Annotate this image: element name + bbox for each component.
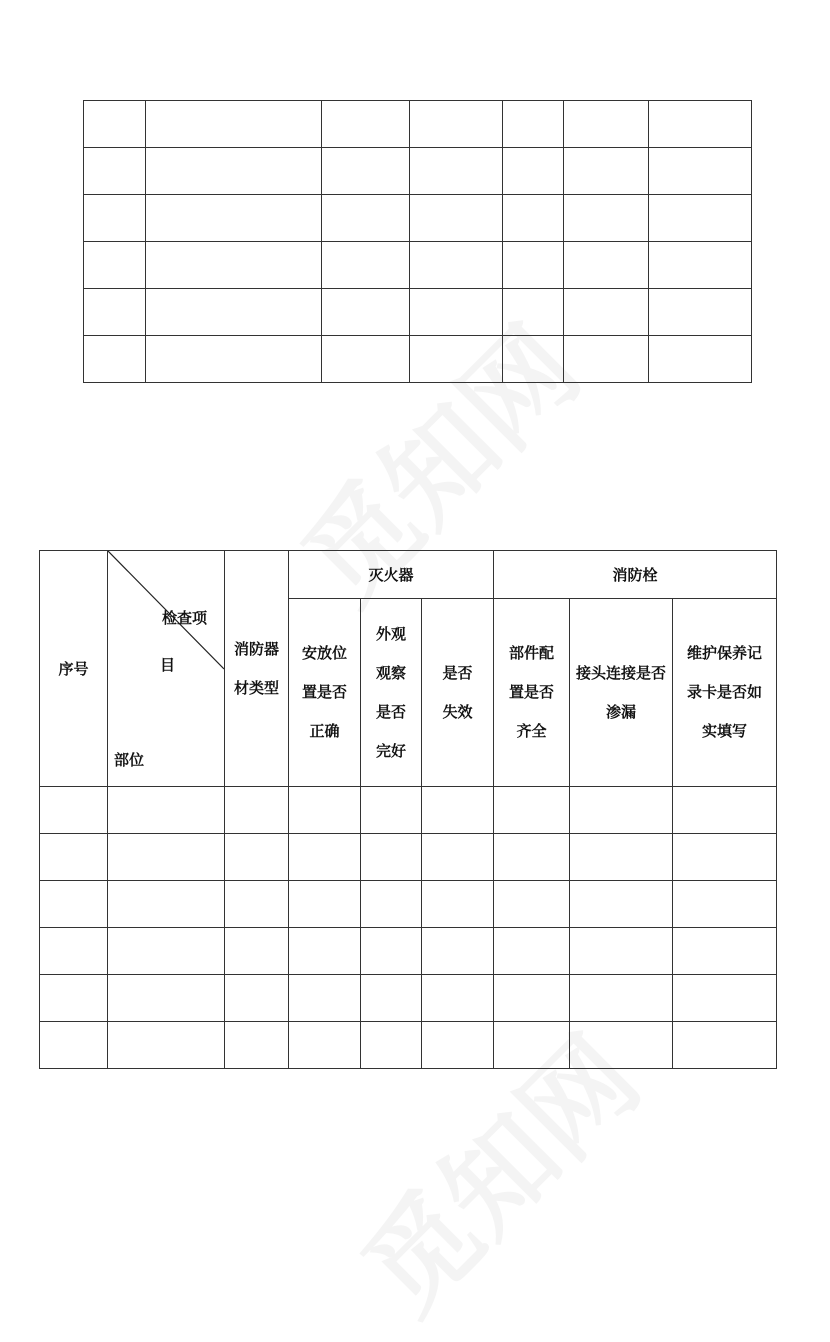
table-cell[interactable] <box>225 1022 289 1069</box>
table-cell[interactable] <box>422 787 494 834</box>
diag-label-check-item: 检查项 <box>162 609 208 627</box>
table-cell[interactable] <box>84 336 146 383</box>
table-row <box>84 101 752 148</box>
blank-table-top <box>83 100 752 383</box>
table-cell[interactable] <box>146 336 322 383</box>
table-cell[interactable] <box>410 101 503 148</box>
table-cell[interactable] <box>322 289 410 336</box>
table-cell[interactable] <box>649 242 752 289</box>
table-cell[interactable] <box>146 101 322 148</box>
table-cell[interactable] <box>40 1022 108 1069</box>
table-cell[interactable] <box>410 195 503 242</box>
table-row <box>84 148 752 195</box>
table-cell[interactable] <box>84 148 146 195</box>
table-cell[interactable] <box>673 787 777 834</box>
table-row <box>84 195 752 242</box>
table-cell[interactable] <box>322 336 410 383</box>
header-extinguisher: 灭火器 <box>289 551 494 599</box>
table-row <box>40 787 777 834</box>
table-cell[interactable] <box>570 928 673 975</box>
table-cell[interactable] <box>108 928 225 975</box>
table-cell[interactable] <box>289 881 361 928</box>
table-cell[interactable] <box>361 787 422 834</box>
table-cell[interactable] <box>649 195 752 242</box>
header-seq: 序号 <box>40 551 108 787</box>
table-cell[interactable] <box>570 1022 673 1069</box>
table-cell[interactable] <box>289 834 361 881</box>
table-row <box>84 242 752 289</box>
table-cell[interactable] <box>40 881 108 928</box>
table-cell[interactable] <box>322 242 410 289</box>
table-cell[interactable] <box>289 928 361 975</box>
table-cell[interactable] <box>108 787 225 834</box>
table-cell[interactable] <box>422 1022 494 1069</box>
table-cell[interactable] <box>503 289 564 336</box>
table-cell[interactable] <box>503 336 564 383</box>
header-ext-expired-text: 是否失效 <box>442 663 473 721</box>
table-cell[interactable] <box>289 975 361 1022</box>
header-hyd-record-text: 维护保养记录卡是否如实填写 <box>687 644 763 740</box>
table-cell[interactable] <box>40 975 108 1022</box>
table-cell[interactable] <box>108 881 225 928</box>
table-row <box>84 289 752 336</box>
header-ext-position <box>289 599 361 787</box>
header-equipment-type-text: 消防器材类型 <box>233 639 279 697</box>
table-cell[interactable] <box>494 787 570 834</box>
header-diagonal-cell <box>108 551 225 787</box>
table-cell[interactable] <box>361 975 422 1022</box>
header-ext-position-text: 安放位置是否正确 <box>301 644 347 740</box>
table-cell[interactable] <box>40 834 108 881</box>
header-hyd-record <box>673 599 777 787</box>
table-cell[interactable] <box>564 336 649 383</box>
table-cell[interactable] <box>108 834 225 881</box>
table-cell[interactable] <box>361 928 422 975</box>
table-cell[interactable] <box>225 975 289 1022</box>
header-ext-expired <box>422 599 494 787</box>
table-cell[interactable] <box>108 975 225 1022</box>
table-cell[interactable] <box>410 289 503 336</box>
table-cell[interactable] <box>503 242 564 289</box>
table-row <box>40 975 777 1022</box>
table-row <box>40 834 777 881</box>
diagonal-header <box>108 551 224 785</box>
table-cell[interactable] <box>564 101 649 148</box>
table-cell[interactable] <box>570 881 673 928</box>
table-cell[interactable] <box>570 787 673 834</box>
table-cell[interactable] <box>361 834 422 881</box>
table-cell[interactable] <box>225 928 289 975</box>
table-cell[interactable] <box>322 148 410 195</box>
header-equipment-type <box>225 551 289 787</box>
table-cell[interactable] <box>40 787 108 834</box>
table-row <box>40 928 777 975</box>
table-cell[interactable] <box>422 928 494 975</box>
table-cell[interactable] <box>503 101 564 148</box>
header-hyd-parts-text: 部件配置是否齐全 <box>509 644 555 740</box>
table-cell[interactable] <box>84 101 146 148</box>
table-cell[interactable] <box>289 787 361 834</box>
table-cell[interactable] <box>494 881 570 928</box>
diag-label-check-item-2: 目 <box>160 656 176 674</box>
table-cell[interactable] <box>146 195 322 242</box>
table-row <box>84 336 752 383</box>
table-cell[interactable] <box>570 975 673 1022</box>
table-cell[interactable] <box>564 195 649 242</box>
table-cell[interactable] <box>108 1022 225 1069</box>
diag-label-location: 部位 <box>114 751 145 769</box>
table-cell[interactable] <box>322 101 410 148</box>
table-cell[interactable] <box>564 289 649 336</box>
table-cell[interactable] <box>289 1022 361 1069</box>
table-cell[interactable] <box>225 881 289 928</box>
table-cell[interactable] <box>494 975 570 1022</box>
header-hydrant: 消防栓 <box>494 551 777 599</box>
table-cell[interactable] <box>422 881 494 928</box>
table-cell[interactable] <box>410 148 503 195</box>
header-ext-appearance <box>361 599 422 787</box>
table-cell[interactable] <box>494 1022 570 1069</box>
table-cell[interactable] <box>503 148 564 195</box>
table-cell[interactable] <box>503 195 564 242</box>
table-cell[interactable] <box>649 101 752 148</box>
table-cell[interactable] <box>146 289 322 336</box>
table-cell[interactable] <box>84 289 146 336</box>
table-cell[interactable] <box>649 336 752 383</box>
table-cell[interactable] <box>494 834 570 881</box>
fire-equipment-inspection-table <box>39 550 777 1069</box>
table-cell[interactable] <box>146 242 322 289</box>
header-hyd-joint <box>570 599 673 787</box>
table-cell[interactable] <box>361 1022 422 1069</box>
header-ext-appearance-text: 外观观察是否完好 <box>375 624 406 760</box>
header-hyd-parts <box>494 599 570 787</box>
table-cell[interactable] <box>422 975 494 1022</box>
table-row <box>40 1022 777 1069</box>
table-cell[interactable] <box>673 834 777 881</box>
table-cell[interactable] <box>410 242 503 289</box>
table-cell[interactable] <box>225 834 289 881</box>
table-cell[interactable] <box>570 834 673 881</box>
table-cell[interactable] <box>40 928 108 975</box>
table-cell[interactable] <box>673 928 777 975</box>
table-cell[interactable] <box>649 289 752 336</box>
table-cell[interactable] <box>564 148 649 195</box>
table-cell[interactable] <box>410 336 503 383</box>
table-cell[interactable] <box>673 975 777 1022</box>
table-cell[interactable] <box>649 148 752 195</box>
table-cell[interactable] <box>84 195 146 242</box>
table-cell[interactable] <box>564 242 649 289</box>
table-cell[interactable] <box>494 928 570 975</box>
table-cell[interactable] <box>84 242 146 289</box>
table-cell[interactable] <box>146 148 322 195</box>
table-cell[interactable] <box>673 1022 777 1069</box>
header-hyd-joint-text: 接头连接是否渗漏 <box>576 663 667 721</box>
table-cell[interactable] <box>225 787 289 834</box>
table-cell[interactable] <box>322 195 410 242</box>
table-cell[interactable] <box>673 881 777 928</box>
table-cell[interactable] <box>422 834 494 881</box>
table-cell[interactable] <box>361 881 422 928</box>
table-row <box>40 881 777 928</box>
